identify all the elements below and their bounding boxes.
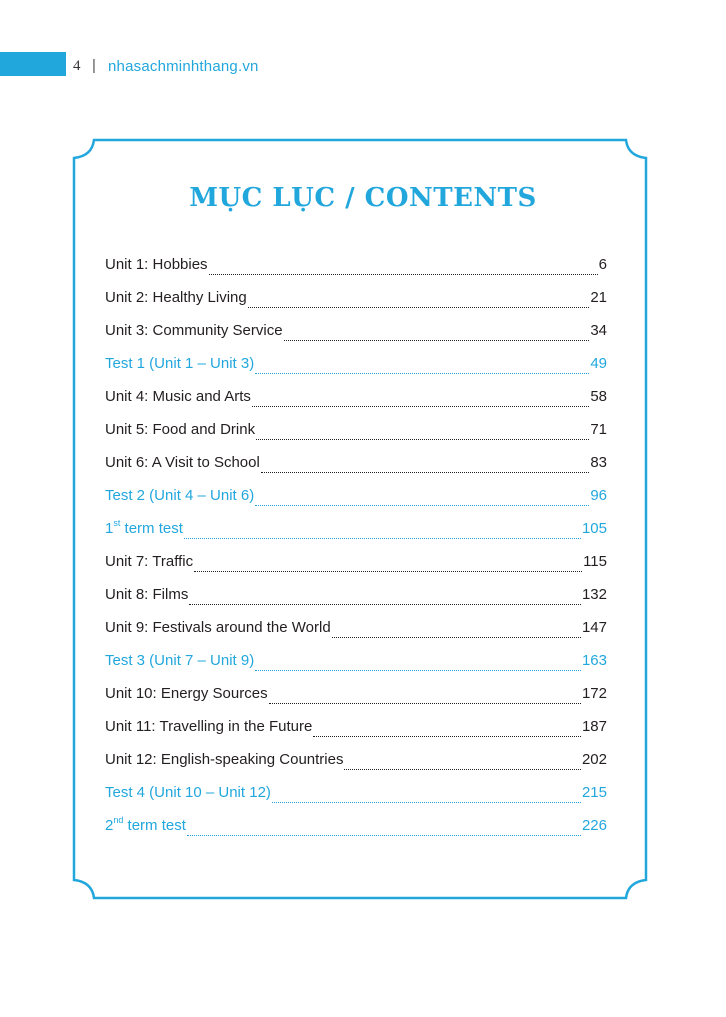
toc-entry-label: Test 2 (Unit 4 – Unit 6) [105,487,255,504]
toc-entry-page: 172 [581,685,607,702]
toc-entry-page: 215 [581,784,607,801]
toc-entry-label: Unit 7: Traffic [105,553,194,570]
toc-leader-dots [272,801,581,803]
toc-entry[interactable] [105,520,607,553]
toc-entry-page: 21 [590,289,607,306]
toc-entry-label: Unit 4: Music and Arts [105,388,251,405]
toc-entry[interactable] [105,751,607,784]
toc-entry-page: 83 [590,454,607,471]
toc-leader-dots [344,768,581,770]
toc-leader-dots [194,570,582,572]
toc-leader-dots [261,471,590,473]
toc-leader-dots [256,438,589,440]
toc-entry-label: Unit 5: Food and Drink [105,421,256,438]
site-url[interactable]: nhasachminhthang.vn [108,58,259,75]
toc-entry-page: 187 [581,718,607,735]
toc-entry-label: Unit 9: Festivals around the World [105,619,331,636]
toc-entry[interactable] [105,322,607,355]
toc-leader-dots [284,339,590,341]
toc-entry-page: 226 [581,817,607,834]
toc-entry-page: 163 [581,652,607,669]
toc-entry-label: Unit 6: A Visit to School [105,454,260,471]
toc-leader-dots [255,372,589,374]
toc-entry[interactable] [105,289,607,322]
toc-entry-label: Test 4 (Unit 10 – Unit 12) [105,784,271,801]
toc-entry[interactable] [105,784,607,817]
toc-leader-dots [255,504,589,506]
toc-entry[interactable] [105,487,607,520]
toc-entry[interactable] [105,817,607,850]
toc-leader-dots [313,735,581,737]
toc-leader-dots [187,834,581,836]
toc-entry-label: Test 1 (Unit 1 – Unit 3) [105,355,255,372]
toc-entry-page: 34 [590,322,607,339]
toc-entry-page: 132 [581,586,607,603]
toc-entry[interactable] [105,718,607,751]
toc-entry-label: Unit 8: Films [105,586,189,603]
toc-entry-label: Unit 1: Hobbies [105,256,208,273]
toc-leader-dots [252,405,589,407]
toc-leader-dots [209,273,598,275]
toc-leader-dots [269,702,581,704]
toc-entry-label: Unit 11: Travelling in the Future [105,718,313,735]
toc-entry[interactable] [105,454,607,487]
toc-entry-label: Unit 12: English-speaking Countries [105,751,344,768]
toc-entry-page: 58 [590,388,607,405]
toc-leader-dots [255,669,581,671]
toc-entry-label: 1st term test [105,518,183,537]
page-title: MỤC LỤC / CONTENTS [189,183,537,213]
toc-entry[interactable] [105,421,607,454]
toc-entry[interactable] [105,685,607,718]
toc-entry-page: 96 [590,487,607,504]
toc-entry-label: Test 3 (Unit 7 – Unit 9) [105,652,255,669]
toc-entry[interactable] [105,619,607,652]
toc-leader-dots [248,306,590,308]
toc-entry[interactable] [105,388,607,421]
toc-leader-dots [184,537,581,539]
toc-entry[interactable] [105,652,607,685]
toc-entry[interactable] [105,553,607,586]
toc-entry-page: 6 [598,256,607,273]
toc-entry-label: Unit 10: Energy Sources [105,685,268,702]
toc-leader-dots [189,603,581,605]
table-of-contents [105,256,607,850]
toc-entry-page: 105 [581,520,607,537]
toc-entry[interactable] [105,355,607,388]
toc-entry-page: 202 [581,751,607,768]
toc-entry-label: Unit 2: Healthy Living [105,289,247,306]
toc-entry-page: 49 [590,355,607,372]
toc-entry-label: Unit 3: Community Service [105,322,283,339]
toc-entry-label: 2nd term test [105,815,186,834]
header-separator: | [92,57,96,74]
toc-entry-page: 147 [581,619,607,636]
toc-entry[interactable] [105,586,607,619]
toc-leader-dots [332,636,581,638]
toc-entry-page: 115 [583,553,607,570]
toc-entry[interactable] [105,256,607,289]
header-accent-bar [0,52,66,76]
page-number: 4 [73,58,81,74]
toc-entry-page: 71 [590,421,607,438]
